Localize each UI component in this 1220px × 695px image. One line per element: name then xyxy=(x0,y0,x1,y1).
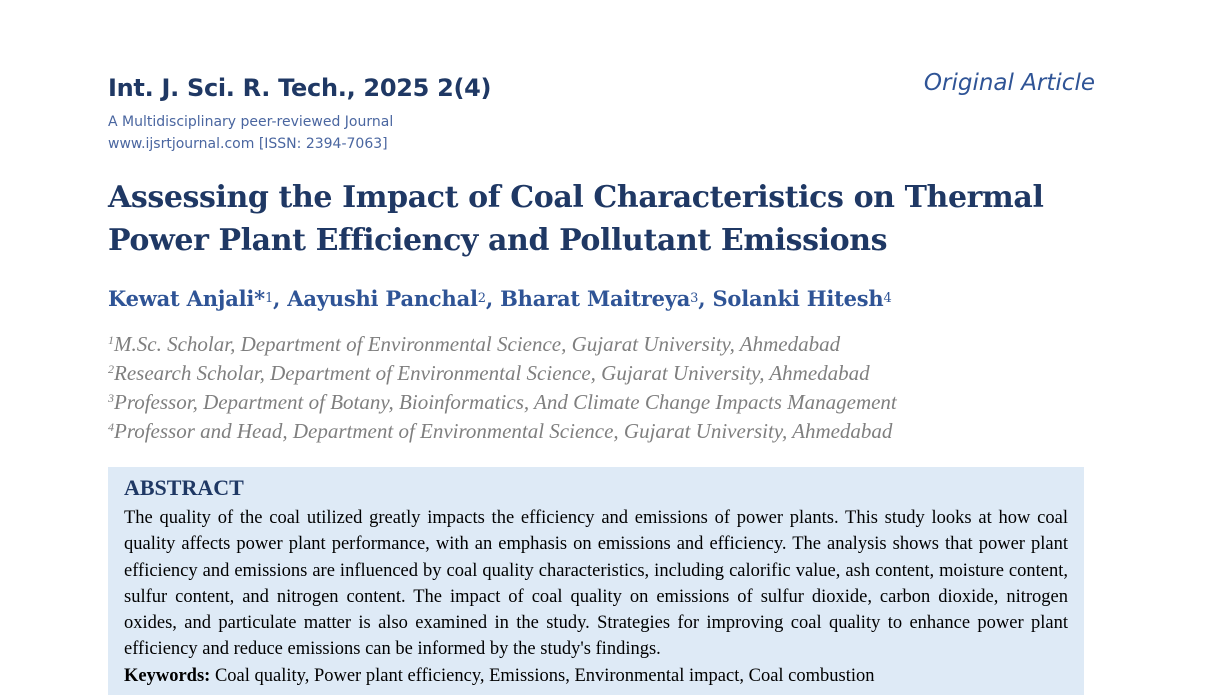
affiliation-3 xyxy=(108,384,897,413)
affiliation-number: 4 xyxy=(108,420,114,434)
affiliation-2 xyxy=(108,355,897,384)
author-name: Aayushi Panchal xyxy=(287,286,478,311)
abstract-heading: ABSTRACT xyxy=(124,475,244,500)
paper-title-line-1: Assessing the Impact of Coal Characteristics on Thermal xyxy=(108,180,1044,215)
affiliation-list xyxy=(108,326,897,442)
author-affiliation-mark: 4 xyxy=(883,291,892,306)
author-name: Bharat Maitreya xyxy=(500,286,691,311)
journal-tagline: A Multidisciplinary peer-reviewed Journal xyxy=(108,114,394,130)
author-4 xyxy=(712,286,891,311)
author-3 xyxy=(500,286,712,311)
author-name: Solanki Hitesh xyxy=(712,286,884,311)
author-affiliation-mark: 2 xyxy=(477,291,486,306)
affiliation-1 xyxy=(108,326,897,355)
author-affiliation-mark: 3 xyxy=(690,291,699,306)
keywords-line xyxy=(124,663,1068,689)
author-separator: , xyxy=(485,286,501,311)
author-list xyxy=(108,286,892,311)
author-2 xyxy=(287,286,500,311)
keywords-text: Coal quality, Power plant efficiency, Emissions, Environmental impact, Coal combustion xyxy=(214,666,875,686)
affiliation-number: 2 xyxy=(108,362,114,376)
affiliation-text: Professor and Head, Department of Environmental Science, Gujarat University, Ahmedabad xyxy=(114,419,893,443)
affiliation-text: Research Scholar, Department of Environmental Science, Gujarat University, Ahmedabad xyxy=(114,361,870,385)
paper-title xyxy=(108,176,1108,262)
author-separator: , xyxy=(698,286,713,311)
abstract-box xyxy=(108,467,1084,695)
affiliation-number: 1 xyxy=(108,333,114,347)
abstract-text: The quality of the coal utilized greatly impacts the efficiency and emissions of power plants. This study looks at how coal quality affects power plant performance, with an emphasis on emissions and efficiency. The analysis shows that power plant efficiency and emissions are influenced by coal quality characteristics, including calorific value, ash content, moisture content, sulfur content, and nitrogen content. The impact of coal quality on emissions of sulfur dioxide, carbon dioxide, nitrogen oxides, and particulate matter is also examined in the study. Strategies for improving coal quality to enhance power plant efficiency and reduce emissions can be informed by the study's findings. xyxy=(124,508,1068,660)
affiliation-4 xyxy=(108,413,897,442)
paper-title-line-2: Power Plant Efficiency and Pollutant Emissions xyxy=(108,223,888,258)
journal-website: www.ijsrtjournal.com [ISSN: 2394-7063] xyxy=(108,136,388,152)
author-1 xyxy=(108,286,287,311)
keywords-label: Keywords: xyxy=(124,666,211,686)
affiliation-text: M.Sc. Scholar, Department of Environmental Science, Gujarat University, Ahmedabad xyxy=(114,332,841,356)
article-type: Original Article xyxy=(923,70,1095,96)
author-name: Kewat Anjali* xyxy=(108,286,265,311)
affiliation-number: 3 xyxy=(108,391,114,405)
author-affiliation-mark: 1 xyxy=(264,291,274,306)
affiliation-text: Professor, Department of Botany, Bioinformatics, And Climate Change Impacts Management xyxy=(114,390,897,414)
author-separator: , xyxy=(273,286,288,311)
journal-title: Int. J. Sci. R. Tech., 2025 2(4) xyxy=(108,74,492,102)
